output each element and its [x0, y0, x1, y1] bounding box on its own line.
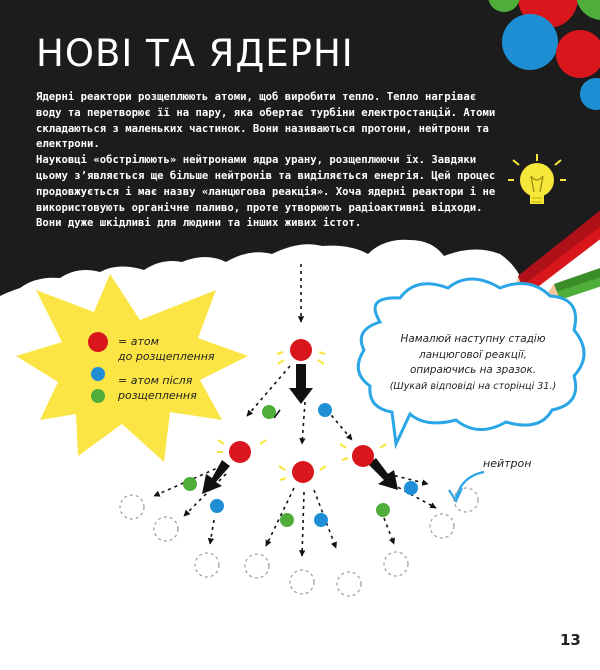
- empty-atom-slots: [120, 488, 478, 596]
- body-text: [36, 90, 502, 232]
- legend-before-line1: = атом: [118, 335, 159, 348]
- starburst: [16, 274, 248, 462]
- deco-circle-blue: [502, 14, 558, 70]
- page-title: НОВІ ТА ЯДЕРНІ: [36, 32, 354, 75]
- legend-after-line1: = атом після: [118, 374, 193, 387]
- instruction-line2: ланцюгової реакції,: [419, 348, 527, 361]
- instruction-line1: Намалюй наступну стадію: [400, 333, 546, 345]
- body-paragraph-2: Науковці «обстрілюють» нейтронами ядра урану, розщеплюючи їх. Завдяки цьому з’являється ще більше нейтронів та виділяється енергія. Цей процес продовжується і має назву «ланцюгова реакція». Хоча ядерні реактори і не використовують органічне паливо, проте утворюють радіоактивні відходи. Вони дуже шкідливі для людини та інших живих істот.: [36, 154, 496, 230]
- legend-after-line2: розщеплення: [118, 389, 197, 402]
- page-number: 13: [560, 631, 581, 649]
- instruction-text: [384, 332, 562, 394]
- instruction-line4: (Шукай відповіді на сторінці 31.): [389, 380, 557, 392]
- legend-before-line2: до розщеплення: [118, 350, 215, 363]
- neutron-label: нейтрон: [483, 457, 532, 470]
- body-paragraph-1: Ядерні реактори розщеплюють атоми, щоб виробити тепло. Тепло нагріває воду та перетворює її на пару, яка обертає турбіни електростанцій. Атоми складаються з маленьких частинок. Вони називаються протони, нейтрони та електрони.: [36, 91, 496, 151]
- legend-after: [118, 373, 197, 403]
- legend-before: [118, 334, 215, 364]
- instruction-line3: опираючись на зразок.: [409, 364, 537, 376]
